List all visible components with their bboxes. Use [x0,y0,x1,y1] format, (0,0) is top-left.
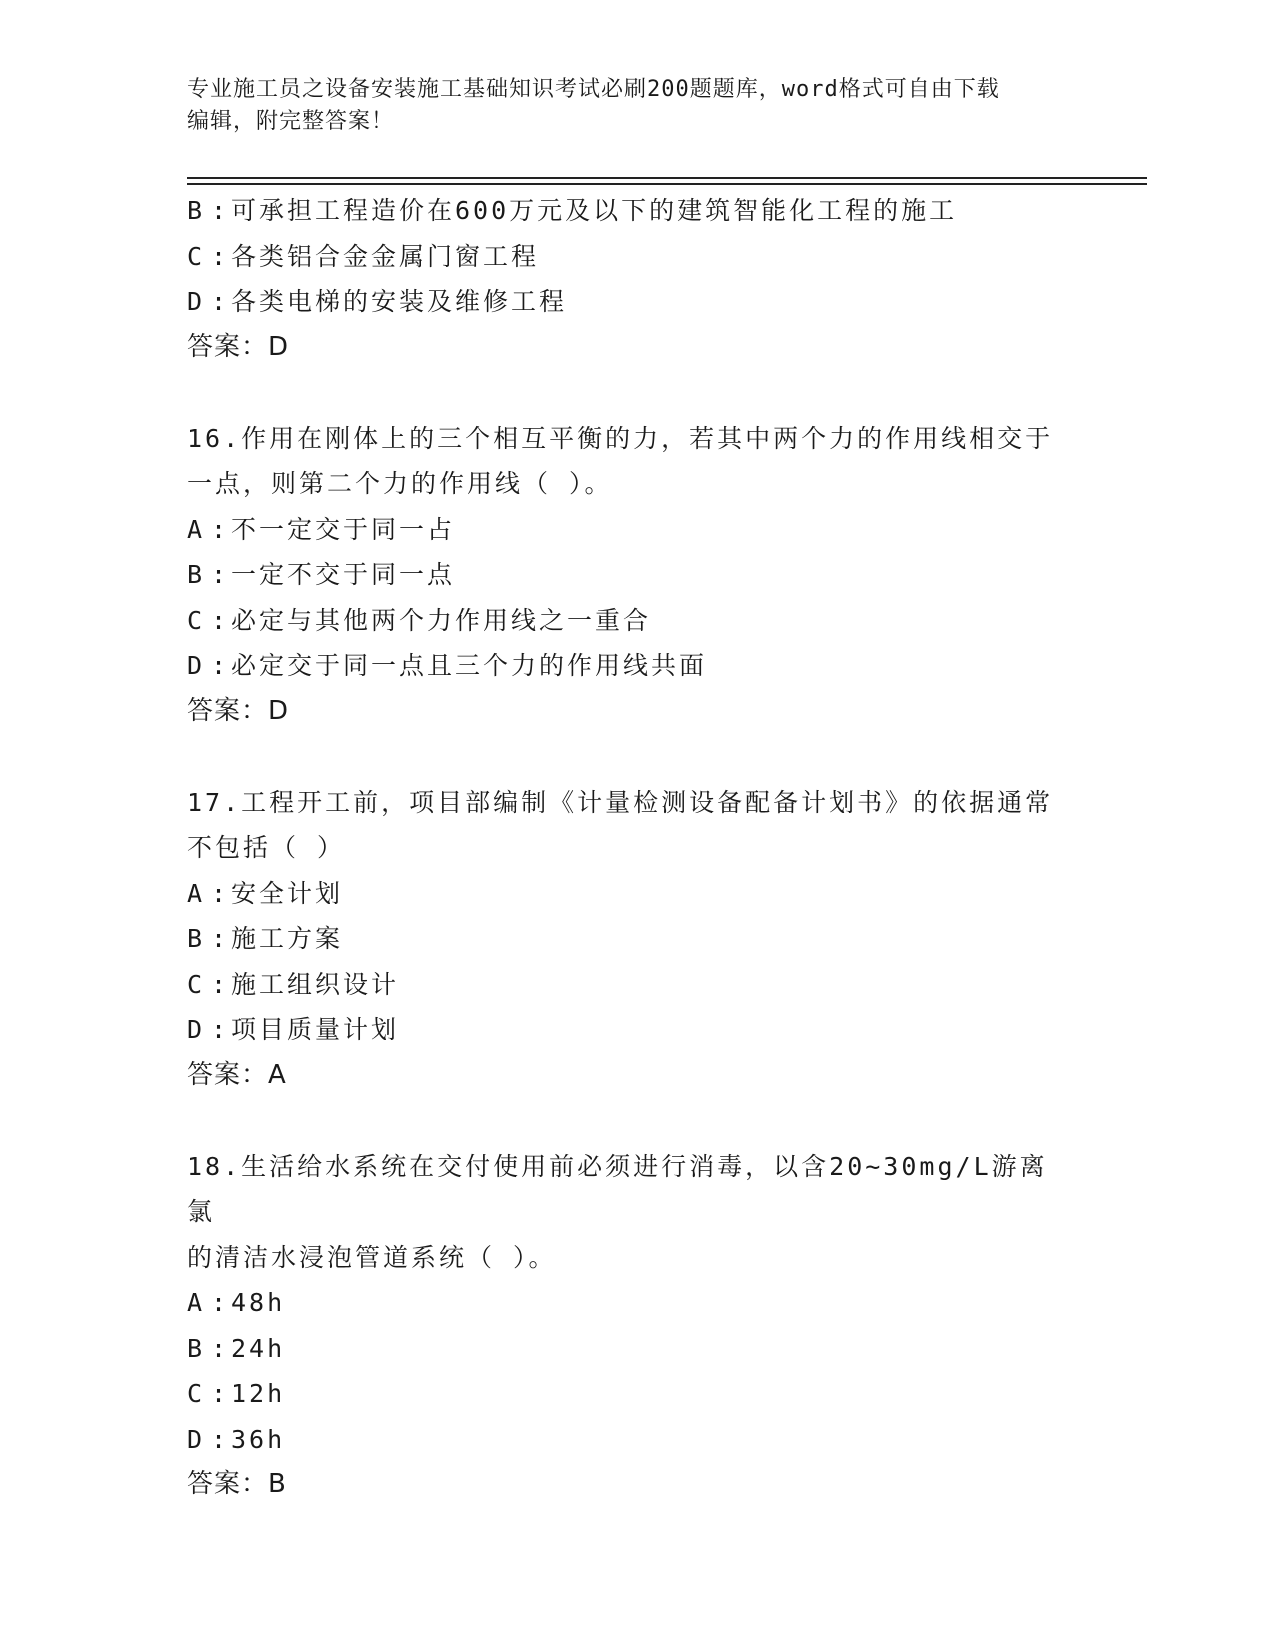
question-text-line-2: 一点，则第二个力的作用线（ ）。 [187,469,613,498]
option-a [187,871,1087,917]
option-letter: A [187,878,206,908]
question-15 [187,188,1087,370]
answer-label: 答案：D [187,331,290,362]
option-colon: : [211,924,230,953]
option-letter: D [187,1015,206,1044]
option-text: 安全计划 [231,878,344,908]
option-b [187,552,1087,598]
option-letter: B [187,1333,206,1363]
option-text: 项目质量计划 [231,1015,400,1044]
option-text: 12h [231,1379,286,1408]
option-letter: B [187,924,206,953]
option-text: 不一定交于同一占 [231,514,456,544]
header-line-2: 编辑，附完整答案！ [187,109,395,134]
option-text: 各类电梯的安装及维修工程 [231,287,568,316]
option-letter: C [187,969,206,999]
option-letter: B [187,196,206,225]
option-a [187,507,1087,553]
option-letter: A [187,1288,206,1317]
option-a [187,1280,1087,1326]
option-text: 施工方案 [231,924,344,953]
option-letter: A [187,514,206,544]
question-text-line-1: 17.工程开工前，项目部编制《计量检测设备配备计划书》的依据通常 [187,787,1054,817]
question-list [187,188,1087,1508]
option-letter: B [187,560,206,589]
option-text: 可承担工程造价在600万元及以下的建筑智能化工程的施工 [231,196,958,225]
option-colon: : [211,1333,230,1363]
option-colon: : [211,196,230,225]
option-text: 一定不交于同一点 [231,560,456,589]
option-colon: : [211,1424,230,1454]
option-letter: C [187,1379,206,1408]
question-18 [187,1144,1087,1508]
option-colon: : [211,287,230,316]
document-header [187,74,1087,138]
option-text: 必定交于同一点且三个力的作用线共面 [231,651,708,680]
question-text-line-1: 18.生活给水系统在交付使用前必须进行消毒，以含20~30mg/L游离氯 [187,1151,1048,1226]
option-colon: : [211,969,230,999]
question-text-line-2: 不包括（ ） [187,833,346,862]
option-letter: D [187,651,206,680]
question-text-line-1: 16.作用在刚体上的三个相互平衡的力，若其中两个力的作用线相交于 [187,423,1054,453]
question-17 [187,780,1087,1099]
option-d [187,279,1087,325]
spacer [187,734,1087,780]
option-colon: : [211,1379,230,1408]
spacer [187,1098,1087,1144]
option-c [187,1371,1087,1417]
option-text: 36h [231,1424,286,1454]
option-c [187,598,1087,644]
option-text: 48h [231,1288,286,1317]
option-text: 必定与其他两个力作用线之一重合 [231,605,652,635]
option-colon: : [211,1288,230,1317]
option-letter: D [187,1424,206,1454]
option-d [187,1007,1087,1053]
spacer [187,370,1087,416]
header-rule-top [187,177,1147,179]
option-text: 各类铝合金金属门窗工程 [231,241,540,271]
option-text: 施工组织设计 [231,969,400,999]
option-b [187,188,1087,234]
option-colon: : [211,241,230,271]
answer-label: 答案：A [187,1059,287,1090]
option-b [187,916,1087,962]
option-d [187,1417,1087,1463]
answer-label: 答案：D [187,695,290,726]
option-letter: C [187,605,206,635]
option-colon: : [211,651,230,680]
answer-label: 答案：B [187,1469,287,1499]
option-b [187,1326,1087,1372]
header-rule-bottom [187,183,1147,185]
option-colon: : [211,605,230,635]
option-colon: : [211,878,230,908]
option-colon: : [211,560,230,589]
question-16 [187,416,1087,735]
option-d [187,643,1087,689]
option-colon: : [211,1015,230,1044]
header-line-1: 专业施工员之设备安装施工基础知识考试必刷200题题库，word格式可自由下载 [187,77,1000,102]
option-text: 24h [231,1333,286,1363]
question-text-line-2: 的清洁水浸泡管道系统（ ）。 [187,1242,557,1272]
option-colon: : [211,514,230,544]
option-c [187,962,1087,1008]
option-letter: D [187,287,206,316]
option-letter: C [187,241,206,271]
option-c [187,234,1087,280]
